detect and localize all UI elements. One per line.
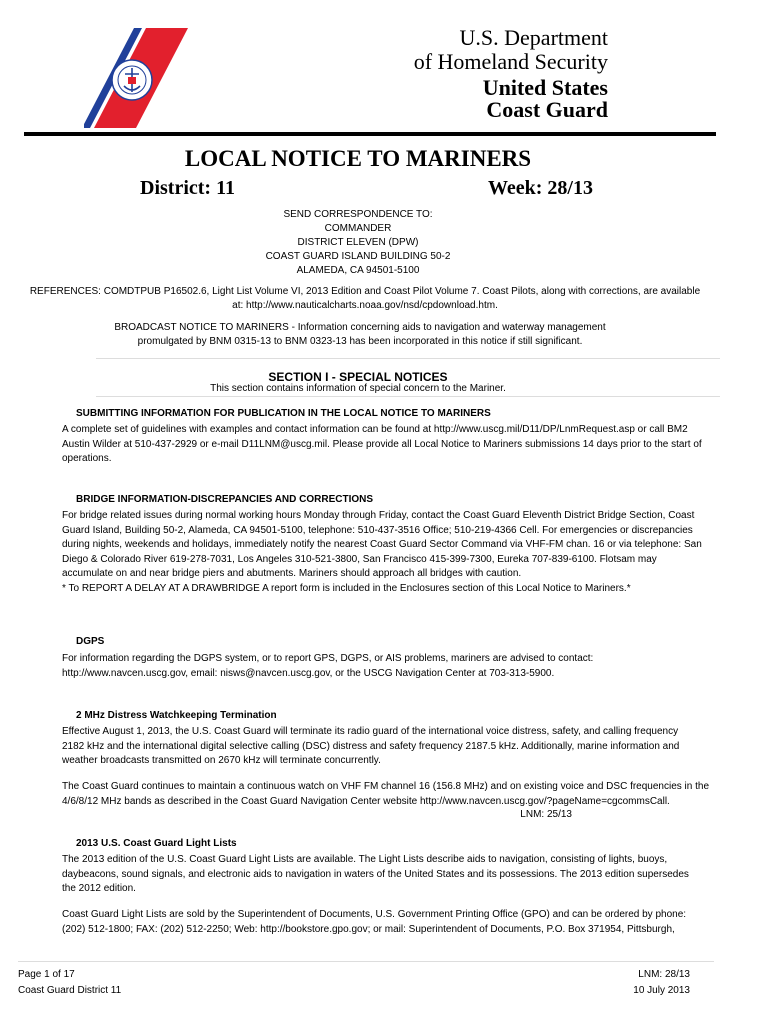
address-line: COMMANDER [324,223,392,234]
footer-divider [18,961,714,962]
correspondence-address [0,208,716,278]
body-line: http://www.navcen.uscg.gov, email: nisws@navcen.uscg.gov, or the USCG Navigation Center at 703-313-5900. [62,667,555,679]
broadcast-line: promulgated by BNM 0315-13 to BNM 0323-13 has been incorporated in this notice if still significant. [137,336,583,347]
header-divider [24,132,716,136]
body-line: Effective August 1, 2013, the U.S. Coast Guard will terminate its radio guard of the international voice distress, safety, and calling frequency [62,726,679,737]
lightlists-heading: 2013 U.S. Coast Guard Light Lists [76,838,237,849]
footer-lnm: LNM: 28/13 [638,969,690,980]
footer-district: Coast Guard District 11 [18,985,122,996]
distress-body [62,725,716,769]
dgps-body [62,652,716,681]
references-line: at: http://www.nauticalcharts.noaa.gov/nsd/cpdownload.htm. [232,300,498,311]
body-line: The Coast Guard continues to maintain a continuous watch on VHF FM channel 16 (156.8 MHz) and on existing voice and DSC frequencies in the [62,781,710,792]
coast-guard-logo [84,28,188,128]
references-line: REFERENCES: COMDTPUB P16502.6, Light List Volume VI, 2013 Edition and Coast Pilot Volume 7. Coast Pilots, along with corrections, are available [29,286,701,297]
footer-date: 10 July 2013 [633,985,690,996]
body-line: weather broadcasts transmitted on 2670 kHz will terminate concurrently. [62,755,381,766]
department-line-2: of Homeland Security [413,49,608,74]
section-subtitle: This section contains information of special concern to the Mariner. [210,383,506,394]
body-line: The 2013 edition of the U.S. Coast Guard Light Lists are available. The Light Lists describe aids to navigation, consisting of lights, buoys, [62,854,668,865]
lightlists-body [62,853,716,897]
bridge-heading: BRIDGE INFORMATION-DISCREPANCIES AND CORRECTIONS [76,494,374,505]
broadcast-line: BROADCAST NOTICE TO MARINERS - Information concerning aids to navigation and waterway management [114,322,606,333]
submitting-heading: SUBMITTING INFORMATION FOR PUBLICATION IN THE LOCAL NOTICE TO MARINERS [76,408,491,419]
distress-heading: 2 MHz Distress Watchkeeping Termination [76,710,277,721]
lightlists-body-2 [62,908,716,937]
address-line: COAST GUARD ISLAND BUILDING 50-2 [265,251,451,262]
department-line-1: U.S. Department [459,25,608,50]
address-line: DISTRICT ELEVEN (DPW) [297,237,419,248]
shield-icon [128,77,136,84]
body-line: daybeacons, sound signals, and electronic aids to navigation in waters of the United States and its possessions. The 2013 edition supersedes [62,868,689,880]
body-line: For information regarding the DGPS system, or to report GPS, DGPS, or AIS problems, mariners are advised to contact: [62,653,594,664]
body-line: * To REPORT A DELAY AT A DRAWBRIDGE A report form is included in the Enclosures section of this Local Notice to Mariners.* [62,582,631,594]
distress-body-2 [62,780,716,809]
address-line: SEND CORRESPONDENCE TO: [283,209,433,220]
body-line: Coast Guard Light Lists are sold by the Superintendent of Documents, U.S. Government Printing Office (GPO) and can be ordered by phone: [62,909,687,920]
section-title: SECTION I - SPECIAL NOTICES [268,370,448,384]
district-label: District: 11 [140,177,235,199]
body-line: Diego & Colorado River 619-278-7031, Los Angeles 310-521-3800, San Francisco 415-399-7300, Eureka 707-839-6100. Flotsam may [62,553,657,565]
body-line: A complete set of guidelines with examples and contact information can be found at http://www.uscg.mil/D11/DP/LnmRequest.asp or call BM2 [62,424,688,435]
body-line: the 2012 edition. [62,883,136,894]
body-line: Guard Island, Building 50-2, Alameda, CA 94501-5100, telephone: 510-437-3516 Office; 510-219-4366 Cell. For emergencies or discrepancies [62,524,693,536]
agency-line-2: Coast Guard [486,97,608,122]
dgps-heading: DGPS [76,636,105,647]
body-line: operations. [62,453,112,464]
week-label: Week: 28/13 [488,177,593,199]
body-line: 2182 kHz and the international digital selective calling (DSC) distress and safety frequency 2187.5 kHz. Additionally, marine information and [62,740,680,752]
footer-page-number: Page 1 of 17 [18,969,75,980]
references-block [20,285,710,313]
body-line: (202) 512-1800; FAX: (202) 512-2250; Web: http://bookstore.gpo.gov; or mail: Superintendent of Documents, P.O. Box 371954, Pittsburgh, [62,923,675,935]
bridge-body [62,509,716,596]
body-line: during nights, weekends and holidays, immediately notify the nearest Coast Guard Sector Command via VHF-FM chan. 16 or via telephone: San [62,539,702,550]
address-line: ALAMEDA, CA 94501-5100 [296,265,420,276]
body-line: accumulate on and near bridge piers and abutments. Mariners should approach all bridges with caution. [62,568,522,579]
body-line: Austin Wilder at 510-437-2929 or e-mail D11LNM@uscg.mil. Please provide all Local Notice to Mariners submissions 14 days prior to the start of [62,438,702,450]
section-divider-top [96,358,720,359]
distress-lnm-ref: LNM: 25/13 [520,809,572,820]
broadcast-notice-block [60,321,660,349]
section-divider-bottom [96,396,720,397]
document-title: LOCAL NOTICE TO MARINERS [184,146,532,171]
body-line: For bridge related issues during normal working hours Monday through Friday, contact the Coast Guard Eleventh District Bridge Section, Coast [62,510,695,521]
submitting-body [62,423,716,467]
body-line: 4/6/8/12 MHz bands as described in the Coast Guard Navigation Center website http://www.navcen.uscg.gov/?pageName=cgcommsCall. [62,795,670,807]
agency-line-1: United States [482,75,608,100]
